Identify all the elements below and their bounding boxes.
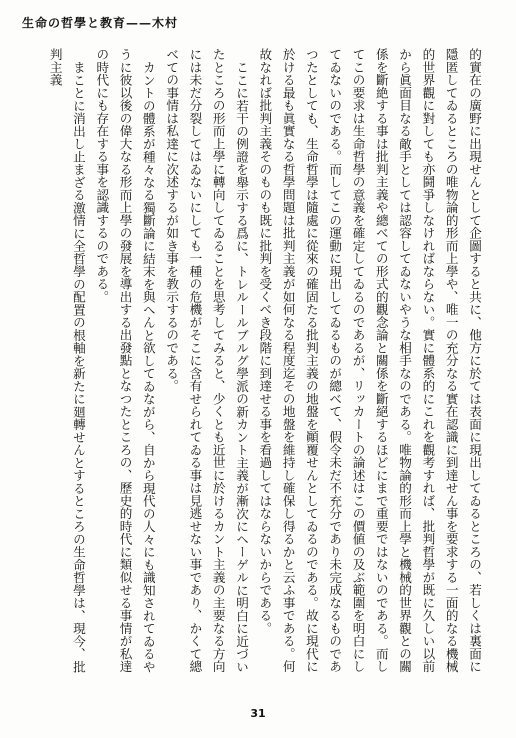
- running-head: 生命の哲學と教育——木村: [22, 16, 179, 30]
- paragraph-4: まことに消出し止まざる激情に全哲學の配置の根軸を新たに廻轉せんとするところの生命哲學は、現今、批判主義: [47, 48, 86, 673]
- page-number: 31: [250, 707, 266, 720]
- paragraph-1: 的實在の廣野に出現せんとして企圖すると共に、他方に於ては表面に現出してゐるところの、若しくは裏面に隱匿してゐるところの唯物論的形而上學や、唯一の充分なる實在認識に到達せん事を要求する一面的なる機械的世界觀に對しても亦鬪爭しなければならない。實に體系的にこれを觀考すれば、批判哲學が既に久しい以前から眞面目なる敵手としては認容してゐないやうな相手なのである。唯物論的形而上學と機械的世界觀との關係を斷絶する事は批判主義や總べての形式的觀念論と關係を斷絕するほどにまで重要ではないのである。而してこの要求は生命哲學の意義を確定してゐるのであるが、リッカートの論述はこの價値の及ぶ範圍を明白にしてゐないのである。而してこの運動に現出してゐるものが總べて、假令未だ不充分であり未完成なるものであつたとしても、生命哲學は隨處に從來の確固たる批判主義の地盤を顚覆せんとしてゐるのである。故に現代に於ける最も眞實なる哲學問題は批判主義が如何なる程度迄その地盤を維持し確保し得るかと云ふ事である。何故なれば批判主義そのものも既に批判を受くべき段階に到達せる事を看過してはならないからである。: [257, 48, 482, 673]
- paragraph-2: ここに若干の例證を舉示する爲に、トレルールブルグ學派の新カント主義が漸次にヘーゲルに明白に近づいたところの形而上學に轉向してゐることを思考してみると、少くとも近世に於けるカント主義の主要なる方向には未だ分裂してはゐないにしても一種の危機がそこに含有せられてゐる事は見逃せない事であり、かくて總べての事情は私達に次述するが如き事を教示するのである。: [164, 48, 250, 673]
- body-text: [20, 48, 486, 682]
- paragraph-3: カントの體系が種々なる獨斷論に結末を與へんと欲してゐながら、自から現代の人々にも識知されてゐるやうに彼以後の偉大なる形而上學の發展を導出する出發點となつたところの、歷史的時代に類似せる事情が私達の時代にも存在する事を認識するのである。: [94, 48, 156, 673]
